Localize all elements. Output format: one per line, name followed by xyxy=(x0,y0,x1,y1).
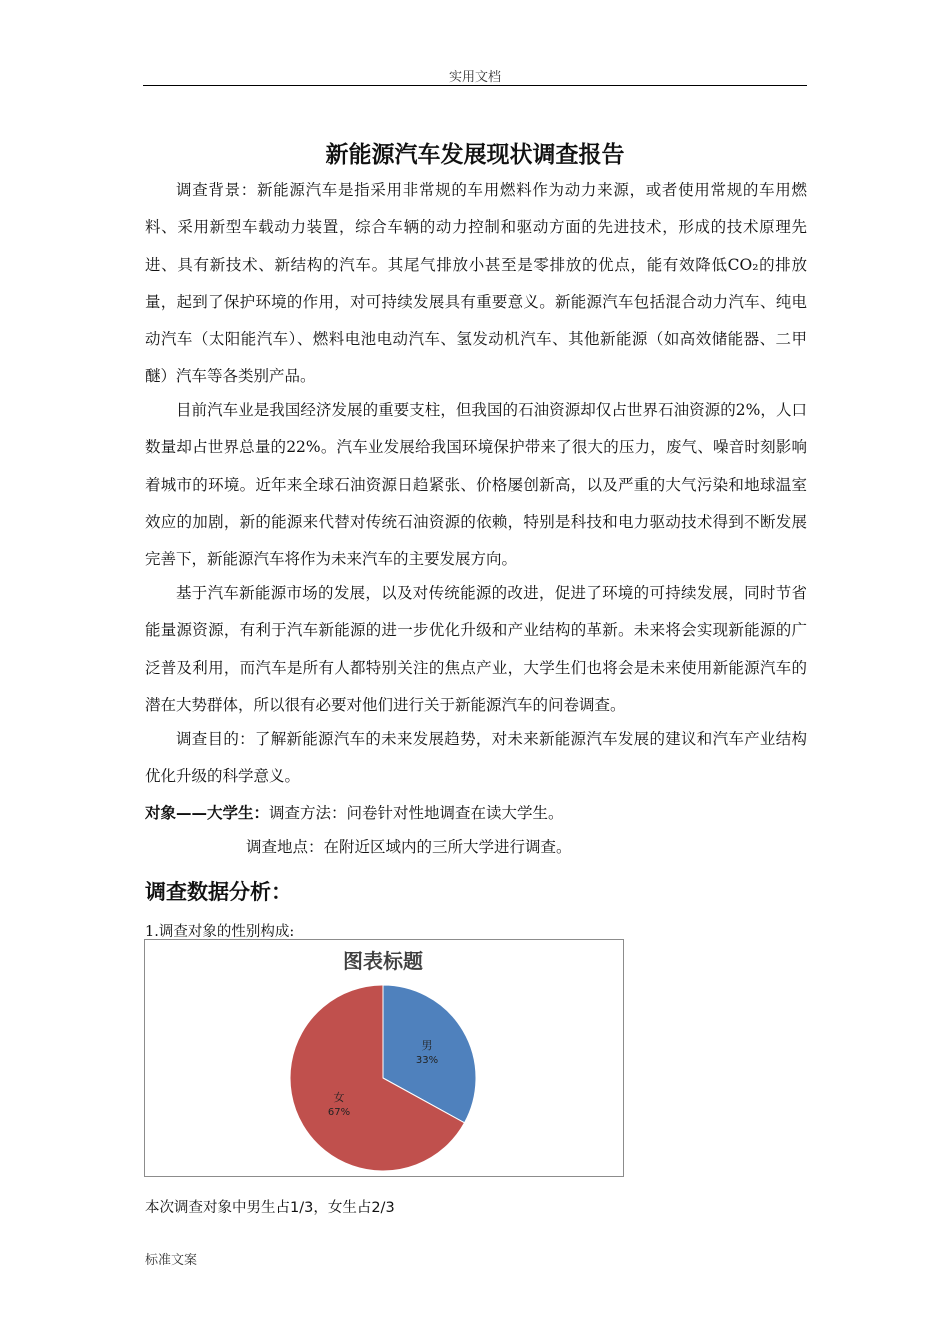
page-header: 实用文档 xyxy=(448,70,501,85)
header-divider xyxy=(143,85,807,86)
paragraph-purpose: 调查目的：了解新能源汽车的未来发展趋势，对未来新能源汽车发展的建议和汽车产业结构优化升级的科学意义。 xyxy=(145,730,807,786)
pie-chart-svg xyxy=(145,940,623,1176)
page-footer: 标准文案 xyxy=(145,1253,198,1268)
section-heading: 调查数据分析： xyxy=(145,880,292,904)
chart-title: 图表标题 xyxy=(343,949,423,973)
paragraph-background: 调查背景：新能源汽车是指采用非常规的车用燃料作为动力来源，或者使用常规的车用燃料、采用新型车载动力装置，综合车辆的动力控制和驱动方面的先进技术，形成的技术原理先进、具有新技术、新结构的汽车。其尾气排放小甚至是零排放的优点，能有效降低CO₂的排放量，起到了保护环境的作用，对可持续发展具有重要意义。新能源汽车包括混合动力汽车、纯电动汽车（太阳能汽车）、燃料电池电动汽车、氢发动机汽车、其他新能源（如高效储能器、二甲醚）汽车等各类别产品。 xyxy=(145,181,807,386)
pie-label-percent: 67% xyxy=(327,1107,351,1119)
item-1-label: 1.调查对象的性别构成: xyxy=(145,924,295,940)
pie-label-percent: 33% xyxy=(415,1054,439,1066)
chart-caption: 本次调查对象中男生占1/3，女生占2/3 xyxy=(145,1200,395,1216)
survey-object-line xyxy=(145,801,564,823)
gender-pie-chart xyxy=(144,939,624,1177)
pie-label-category: 男 xyxy=(421,1038,433,1052)
pie-label-category: 女 xyxy=(333,1091,345,1105)
paragraph-current-status: 目前汽车业是我国经济发展的重要支柱，但我国的石油资源却仅占世界石油资源的2%，人口数量却占世界总量的22%。汽车业发展给我国环境保护带来了很大的压力，废气、噪音时刻影响着城市的环境。近年来全球石油资源日趋紧张、价格屡创新高，以及严重的大气污染和地球温室效应的加剧，新的能源来代替对传统石油资源的依赖，特别是科技和电力驱动技术得到不断发展完善下，新能源汽车将作为未来汽车的主要发展方向。 xyxy=(145,401,807,569)
document-title: 新能源汽车发展现状调查报告 xyxy=(325,142,625,168)
survey-method-text: 调查方法：问卷针对性地调查在读大学生。 xyxy=(269,804,564,822)
survey-location-line: 调查地点：在附近区域内的三所大学进行调查。 xyxy=(246,838,572,856)
paragraph-motivation: 基于汽车新能源市场的发展，以及对传统能源的改进，促进了环境的可持续发展，同时节省能量源资源，有利于汽车新能源的进一步优化升级和产业结构的革新。未来将会实现新能源的广泛普及利用，而汽车是所有人都特别关注的焦点产业，大学生们也将会是未来使用新能源汽车的潜在大势群体，所以很有必要对他们进行关于新能源汽车的问卷调查。 xyxy=(145,584,807,714)
survey-object-label: 对象——大学生： xyxy=(145,804,270,822)
